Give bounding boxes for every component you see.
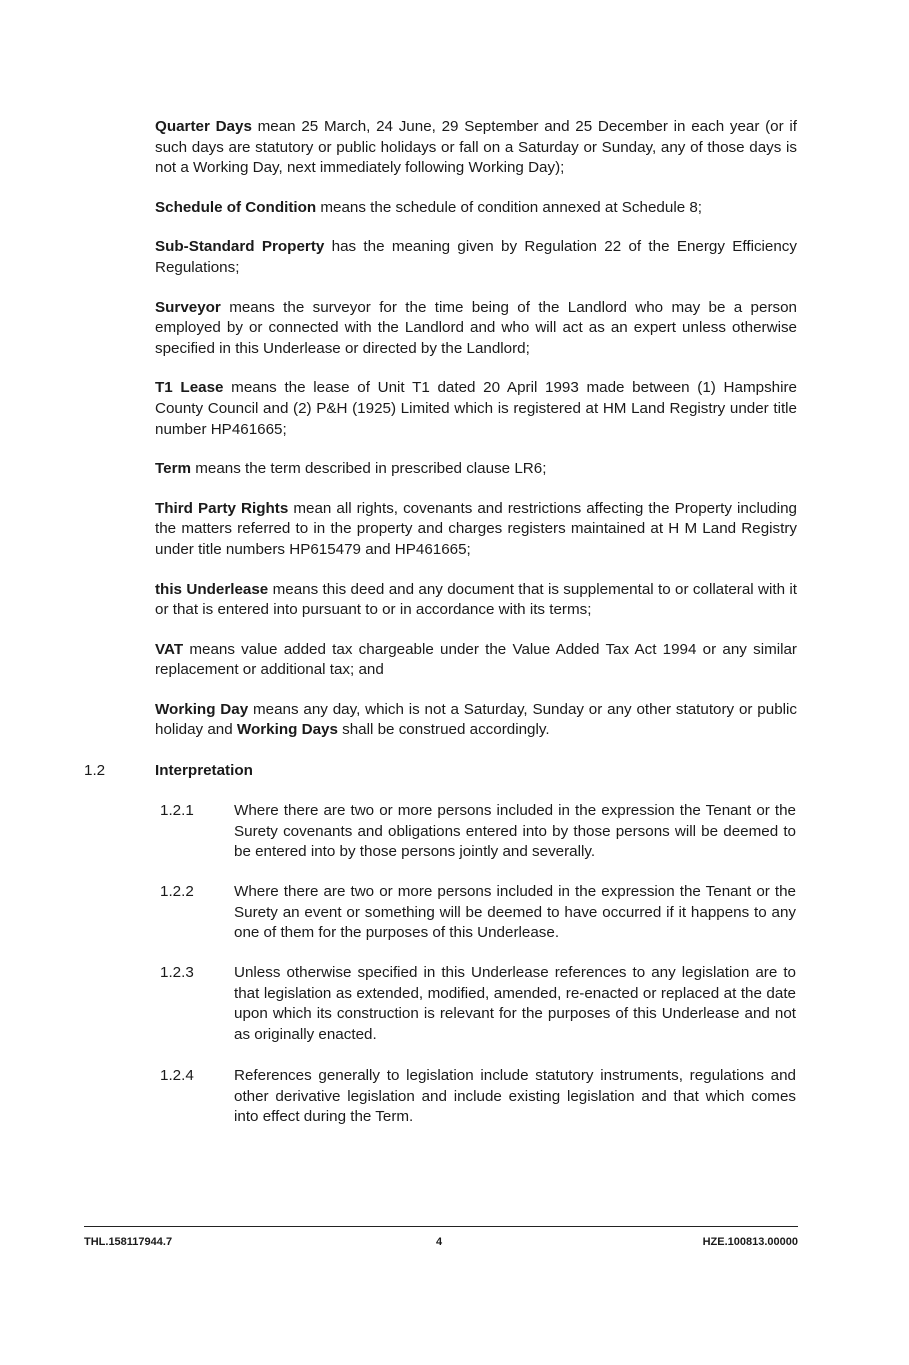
definition-text: means value added tax chargeable under the Value Added Tax Act 1994 or any similar replacement or additional tax; and (155, 640, 797, 679)
footer-page-number: 4 (436, 1236, 443, 1248)
definition-text: has the meaning given by Regulation 22 of the Energy Efficiency Regulations; (155, 238, 797, 276)
section-title: Interpretation (155, 762, 253, 779)
definition-term: Schedule of Condition (155, 198, 317, 216)
definition-t1-lease (155, 378, 797, 440)
definition-text: means the schedule of condition annexed at Schedule 8; (316, 198, 703, 216)
definition-quarter-days (155, 117, 797, 179)
definition-text: shall be construed accordingly. (337, 721, 550, 739)
definition-term: Working Day (155, 700, 249, 718)
section-heading (0, 762, 909, 784)
subclause-number: 1.2.2 (160, 883, 194, 900)
definition-text: means the term described in prescribed clause LR6; (191, 460, 547, 478)
definition-sub-standard-property (155, 237, 797, 278)
subclause-text: Unless otherwise specified in this Underlease references to any legislation are to that legislation as extended, modified, amended, re-enacted or replaced at the date upon which its construction is relevant for the purposes of this Underlease and not as originally enacted. (234, 964, 796, 1043)
footer-matter-reference: HZE.100813.00000 (702, 1236, 798, 1248)
definition-text: mean all rights, covenants and restrictions affecting the Property including the matters referred to in the property and charges registers maintained at H M Land Registry under title numbers HP615479 and HP461665; (155, 499, 797, 558)
definition-term: Quarter Days (155, 118, 252, 135)
definition-surveyor (155, 298, 797, 360)
definition-term: Surveyor (155, 298, 221, 316)
definition-vat (155, 640, 797, 681)
definition-text: means the surveyor for the time being of the Landlord who may be a person employed by or connected with the Landlord and who will act as an expert unless otherwise specified in this Underlease or directed by the Landlord; (155, 298, 797, 357)
subclause-text: Where there are two or more persons included in the expression the Tenant or the Surety an event or something will be deemed to have occurred if it happens to any one of them for the purposes of this Underlease. (234, 883, 796, 942)
footer-divider (84, 1226, 798, 1227)
definition-term: VAT (155, 640, 184, 658)
definition-term-clause (155, 459, 797, 480)
definition-term: Term (155, 460, 192, 478)
definition-this-underlease (155, 580, 797, 621)
subclause-number: 1.2.1 (160, 802, 194, 819)
subclause-text: References generally to legislation include statutory instruments, regulations and other derivative legislation and include existing legislation and that which comes into effect during the Term. (234, 1067, 796, 1126)
definition-working-day (155, 700, 797, 741)
section-number: 1.2 (84, 762, 106, 779)
subclause-number: 1.2.4 (160, 1067, 194, 1084)
definition-term: this Underlease (155, 580, 269, 598)
definition-schedule-of-condition (155, 198, 797, 219)
definition-text: means this deed and any document that is supplemental to or collateral with it or that is entered into pursuant to or in accordance with its terms; (155, 580, 797, 619)
definition-term: T1 Lease (155, 379, 224, 397)
definition-term: Sub-Standard Property (155, 238, 325, 256)
definition-term: Third Party Rights (155, 499, 289, 517)
subclause-number: 1.2.3 (160, 964, 194, 981)
subclause-text: Where there are two or more persons included in the expression the Tenant or the Surety covenants and obligations entered into by those persons will be deemed to be entered into by those persons jointly and severally. (234, 802, 796, 861)
definitions-list (155, 117, 797, 760)
definition-term: Working Days (236, 721, 338, 739)
definition-text: mean 25 March, 24 June, 29 September and 25 December in each year (or if such days are statutory or public holidays or fall on a Saturday or Sunday, any of those days is not a Working Day, next immediately following Working Day); (155, 118, 798, 177)
definition-text: means the lease of Unit T1 dated 20 April 1993 made between (1) Hampshire County Council and (2) P&H (1925) Limited which is registered at HM Land Registry under title number HP461665; (155, 379, 797, 438)
definition-third-party-rights (155, 499, 797, 561)
definition-text: means any day, which is not a Saturday, Sunday or any other statutory or public holiday and (155, 700, 797, 739)
footer-document-reference: THL.158117944.7 (84, 1236, 173, 1248)
